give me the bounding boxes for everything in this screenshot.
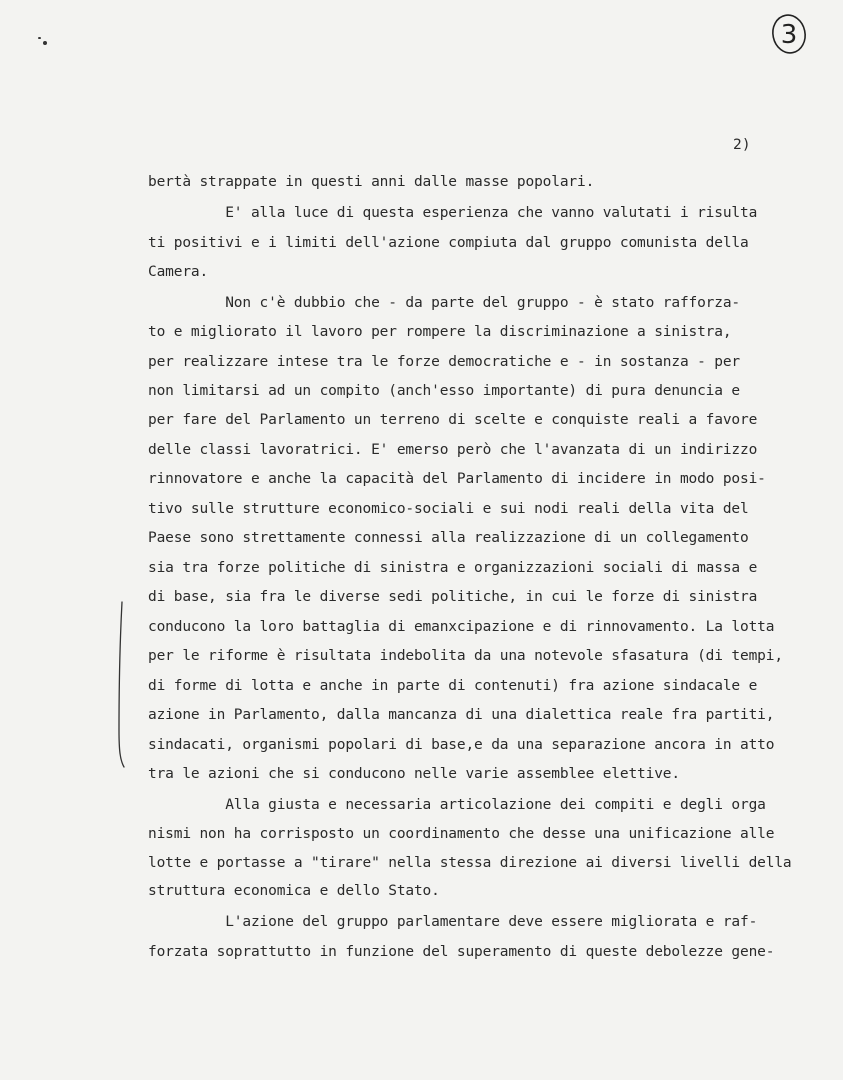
text-line: struttura economica e dello Stato. bbox=[148, 883, 440, 899]
page-stamp bbox=[770, 12, 808, 56]
text-line: di base, sia fra le diverse sedi politiche, in cui le forze di sinistra bbox=[148, 589, 758, 605]
text-line: tra le azioni che si conducono nelle varie assemblee elettive. bbox=[148, 766, 680, 782]
ink-speck bbox=[38, 37, 41, 39]
text-line: rinnovatore e anche la capacità del Parlamento di incidere in modo posi- bbox=[148, 471, 766, 487]
text-line: bertà strappate in questi anni dalle masse popolari. bbox=[148, 174, 595, 190]
text-line: Camera. bbox=[148, 264, 209, 280]
text-line: per fare del Parlamento un terreno di scelte e conquiste reali a favore bbox=[148, 412, 758, 428]
text-line: sindacati, organismi popolari di base,e da una separazione ancora in atto bbox=[148, 737, 775, 753]
text-line: per realizzare intese tra le forze democratiche e - in sostanza - per bbox=[148, 354, 741, 370]
text-line: forzata soprattutto in funzione del superamento di queste debolezze gene- bbox=[148, 944, 775, 960]
page-number: 2) bbox=[733, 137, 751, 153]
text-line: delle classi lavoratrici. E' emerso però che l'avanzata di un indirizzo bbox=[148, 442, 758, 458]
text-line: lotte e portasse a "tirare" nella stessa direzione ai diversi livelli della bbox=[148, 855, 792, 871]
text-line: ti positivi e i limiti dell'azione compiuta dal gruppo comunista della bbox=[148, 235, 749, 251]
ink-speck bbox=[43, 41, 47, 45]
text-line: conducono la loro battaglia di emanxcipazione e di rinnovamento. La lotta bbox=[148, 619, 775, 635]
text-line: L'azione del gruppo parlamentare deve essere migliorata e raf- bbox=[148, 914, 758, 930]
text-line: per le riforme è risultata indebolita da una notevole sfasatura (di tempi, bbox=[148, 648, 783, 664]
text-line: Paese sono strettamente connessi alla realizzazione di un collegamento bbox=[148, 530, 749, 546]
text-line: sia tra forze politiche di sinistra e organizzazioni sociali di massa e bbox=[148, 560, 758, 576]
text-line: Alla giusta e necessaria articolazione dei compiti e degli orga bbox=[148, 797, 766, 813]
text-line: tivo sulle strutture economico-sociali e sui nodi reali della vita del bbox=[148, 501, 749, 517]
text-line: nismi non ha corrisposto un coordinamento che desse una unificazione alle bbox=[148, 826, 775, 842]
text-line: E' alla luce di questa esperienza che vanno valutati i risulta bbox=[148, 205, 758, 221]
margin-pencil-mark bbox=[112, 600, 126, 770]
text-line: to e migliorato il lavoro per rompere la discriminazione a sinistra, bbox=[148, 324, 732, 340]
stamp-number: 3 bbox=[780, 20, 798, 50]
text-line: Non c'è dubbio che - da parte del gruppo - è stato rafforza- bbox=[148, 295, 741, 311]
text-line: di forme di lotta e anche in parte di contenuti) fra azione sindacale e bbox=[148, 678, 758, 694]
text-line: non limitarsi ad un compito (anch'esso importante) di pura denuncia e bbox=[148, 383, 741, 399]
text-line: azione in Parlamento, dalla mancanza di una dialettica reale fra partiti, bbox=[148, 707, 775, 723]
